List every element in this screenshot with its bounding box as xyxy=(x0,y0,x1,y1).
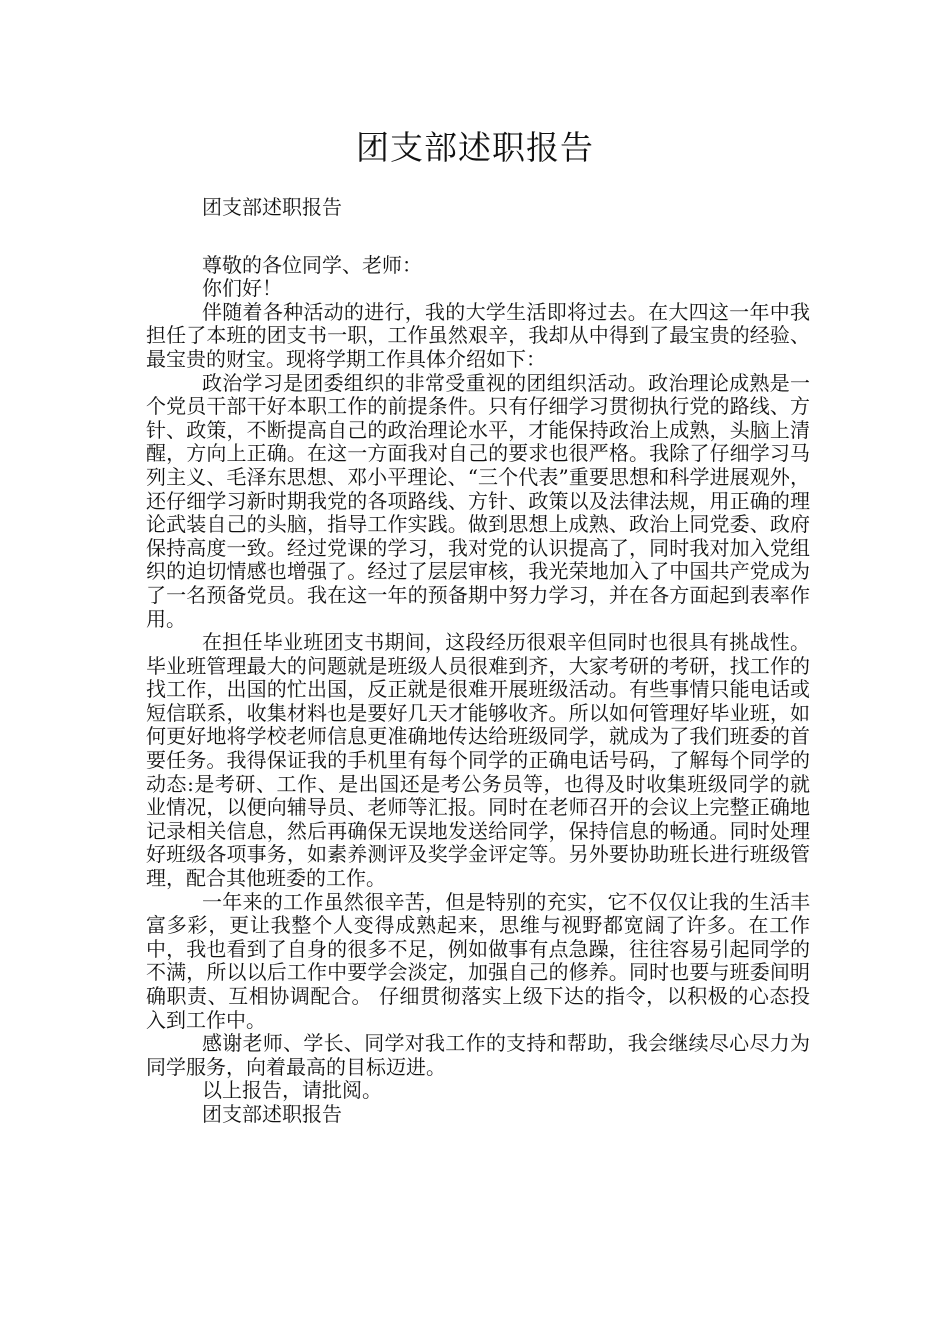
document-subtitle: 团支部述职报告 xyxy=(202,195,342,219)
document-footer: 团支部述职报告 xyxy=(202,1101,342,1126)
paragraph-thanks: 感谢老师、学长、同学对我工作的支持和帮助，我会继续尽心尽力为同学服务，向着最高的目标迈进。 xyxy=(146,1031,810,1079)
salutation: 尊敬的各位同学、老师： xyxy=(202,252,422,277)
paragraph-political-study: 政治学习是团委组织的非常受重视的团组织活动。政治理论成熟是一个党员干部干好本职工作的前提条件。只有仔细学习贯彻执行党的路线、方针、政策，不断提高自己的政治理论水平，才能保持政治上成熟，头脑上清醒，方向上正确。在这一方面我对自己的要求也很严格。我除了仔细学习马列主义、毛泽东思想、邓小平理论、“三个代表”重要思想和科学进展观外，还仔细学习新时期我党的各项路线、方针、政策以及法律法规，用正确的理论武装自己的头脑，指导工作实践。做到思想上成熟、政治上同党委、政府保持高度一致。经过党课的学习，我对党的认识提高了，同时我对加入党组织的迫切情感也增强了。经过了层层审核，我光荣地加入了中国共产党成为了一名预备党员。我在这一年的预备期中努力学习，并在各方面起到表率作用。 xyxy=(146,370,810,631)
greeting: 你们好！ xyxy=(202,276,282,301)
closing-line: 以上报告，请批阅。 xyxy=(202,1078,382,1103)
paragraph-intro: 伴随着各种活动的进行，我的大学生活即将过去。在大四这一年中我担任了本班的团支书一职，工作虽然艰辛，我却从中得到了最宝贵的经验、最宝贵的财宝。现将学期工作具体介绍如下： xyxy=(146,299,810,371)
paragraph-class-management: 在担任毕业班团支书期间，这段经历很艰辛但同时也很具有挑战性。毕业班管理最大的问题就是班级人员很难到齐，大家考研的考研，找工作的找工作，出国的忙出国，反正就是很难开展班级活动。有些事情只能电话或短信联系，收集材料也是要好几天才能够收齐。所以如何管理好毕业班，如何更好地将学校老师信息更准确地传达给班级同学，就成为了我们班委的首要任务。我得保证我的手机里有每个同学的正确电话号码，了解每个同学的动态:是考研、工作、是出国还是考公务员等，也得及时收集班级同学的就业情况，以便向辅导员、老师等汇报。同时在老师召开的会议上完整正确地记录相关信息，然后再确保无误地发送给同学，保持信息的畅通。同时处理好班级各项事务，如素养测评及奖学金评定等。另外要协助班长进行班级管理，配合其他班委的工作。 xyxy=(146,630,810,891)
document-body xyxy=(146,196,810,1127)
paragraph-reflection: 一年来的工作虽然很辛苦，但是特别的充实，它不仅仅让我的生活丰富多彩，更让我整个人变得成熟起来，思维与视野都宽阔了许多。在工作中，我也看到了自身的很多不足，例如做事有点急躁，往往容易引起同学的不满，所以以后工作中要学会淡定，加强自己的修养。同时也要与班委间明确职责、互相协调配合。 仔细贯彻落实上级下达的指令，以积极的心态投入到工作中。 xyxy=(146,889,810,1032)
spacer xyxy=(146,220,810,254)
document-title: 团支部述职报告 xyxy=(356,128,594,167)
